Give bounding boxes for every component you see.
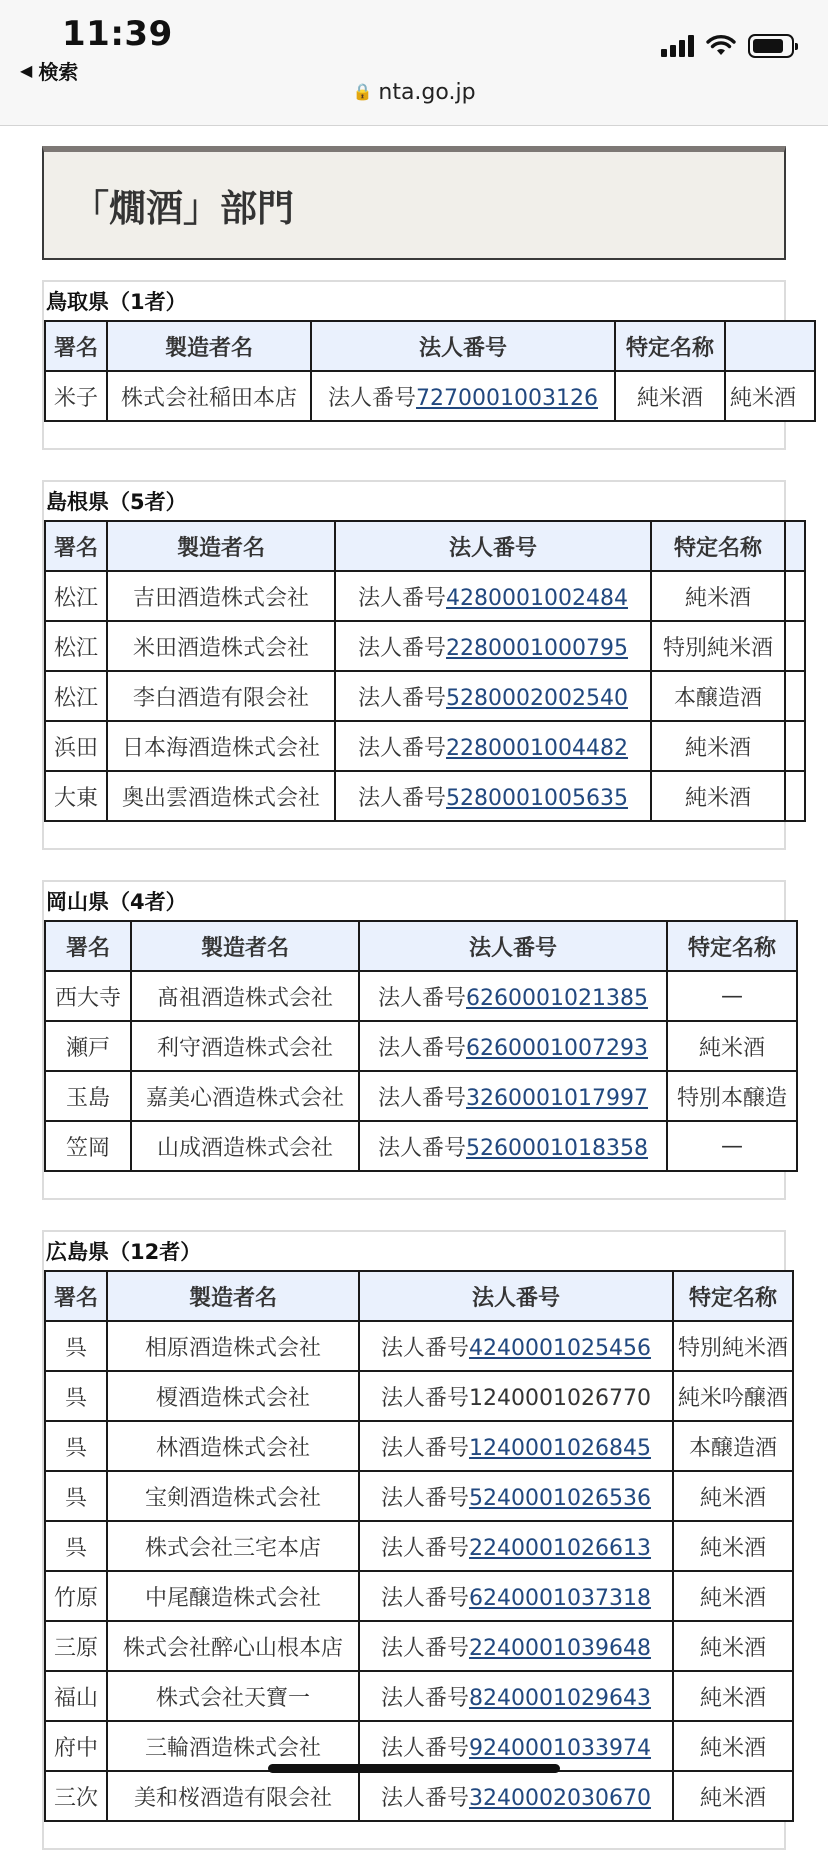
cell-spec-name: 純米酒 [673,1671,793,1721]
cell-spec-name: 本醸造酒 [651,671,785,721]
cell-maker: 三輪酒造株式会社 [107,1721,359,1771]
home-indicator [268,1764,560,1773]
address-bar[interactable] [0,80,828,105]
cell-maker: 吉田酒造株式会社 [107,571,335,621]
corp-number-link[interactable]: 3240002030670 [469,1785,651,1811]
cell-office: 米子 [45,371,107,421]
browser-status-bar [0,0,828,126]
cell-maker: 日本海酒造株式会社 [107,721,335,771]
cell-spec-name: 純米酒 [651,771,785,821]
cell-spec-name: 特別純米酒 [673,1321,793,1371]
section-title: 「燗酒」部門 [42,146,786,260]
table-row [45,571,805,621]
table-row [45,1071,797,1121]
table-row [45,671,805,721]
prefecture-blocks [42,280,797,1850]
cell-spec-name: 純米酒 [673,1571,793,1621]
cell-maker: 美和桜酒造有限会社 [107,1771,359,1821]
corp-number-prefix: 法人番号 [358,785,447,811]
table-row [45,1471,793,1521]
column-header-extra [785,521,805,571]
table-row [45,1121,797,1171]
corp-number-prefix: 法人番号 [381,1335,470,1361]
table-row [45,1571,793,1621]
table-row [45,1421,793,1471]
brewer-table [44,320,816,422]
wifi-icon [706,35,736,57]
corp-number-link[interactable]: 5280002002540 [446,685,628,711]
cell-office: 笠岡 [45,1121,131,1171]
column-header-maker: 製造者名 [107,321,311,371]
cell-spec-name: — [667,1121,797,1171]
table-row [45,1771,793,1821]
table-row [45,1021,797,1071]
cell-maker: 山成酒造株式会社 [131,1121,359,1171]
prefecture-block [42,1230,789,1850]
table-row [45,771,805,821]
column-header-corp-number: 法人番号 [359,921,667,971]
cell-corp-number [311,371,615,421]
prefecture-block [42,880,786,1200]
cell-extra: 純米酒 [725,371,815,421]
cell-extra [785,571,805,621]
cell-maker: 利守酒造株式会社 [131,1021,359,1071]
prefecture-heading: 岡山県（4者） [46,890,187,914]
cell-spec-name: 純米酒 [673,1621,793,1671]
column-header-spec-name: 特定名称 [673,1271,793,1321]
prefecture-heading: 島根県（5者） [46,490,187,514]
cell-extra [785,671,805,721]
cell-spec-name: 純米酒 [651,721,785,771]
table-header-row [45,521,805,571]
corp-number-prefix: 法人番号 [381,1685,470,1711]
column-header-office: 署名 [45,321,107,371]
corp-number-prefix: 法人番号 [378,1135,467,1161]
cell-maker: 榎酒造株式会社 [107,1371,359,1421]
cell-corp-number [335,571,651,621]
table-row [45,1321,793,1371]
cell-corp-number [359,1571,673,1621]
column-header-spec-name: 特定名称 [651,521,785,571]
cell-spec-name: 特別純米酒 [651,621,785,671]
table-header-row [45,321,815,371]
cell-office: 福山 [45,1671,107,1721]
corp-number-prefix: 法人番号 [358,635,447,661]
corp-number-text: 1240001026770 [469,1385,651,1411]
column-header-maker: 製造者名 [107,1271,359,1321]
column-header-spec-name: 特定名称 [667,921,797,971]
brewer-table [44,920,798,1172]
corp-number-prefix: 法人番号 [381,1585,470,1611]
back-triangle-icon: ◀ [20,61,33,80]
cellular-signal-icon [661,35,694,57]
cell-spec-name: 純米酒 [651,571,785,621]
cell-extra [785,771,805,821]
cell-corp-number [359,1771,673,1821]
cell-maker: 林酒造株式会社 [107,1421,359,1471]
cell-spec-name: 純米酒 [667,1021,797,1071]
url-text: nta.go.jp [378,80,476,105]
corp-number-link[interactable]: 5280001005635 [446,785,628,811]
cell-corp-number [335,771,651,821]
corp-number-prefix: 法人番号 [381,1735,470,1761]
cell-office: 大東 [45,771,107,821]
cell-corp-number [359,1421,673,1471]
corp-number-link[interactable]: 9240001033974 [469,1735,651,1761]
corp-number-prefix: 法人番号 [378,1085,467,1111]
cell-maker: 株式会社醉心山根本店 [107,1621,359,1671]
cell-office: 呉 [45,1521,107,1571]
page-content [42,146,797,1850]
cell-office: 府中 [45,1721,107,1771]
cell-corp-number [335,621,651,671]
cell-maker: 奥出雲酒造株式会社 [107,771,335,821]
cell-office: 呉 [45,1421,107,1471]
cell-maker: 株式会社稲田本店 [107,371,311,421]
cell-maker: 相原酒造株式会社 [107,1321,359,1371]
corp-number-prefix: 法人番号 [381,1785,470,1811]
corp-number-link[interactable]: 2280001000795 [446,635,628,661]
corp-number-prefix: 法人番号 [378,1035,467,1061]
corp-number-prefix: 法人番号 [358,685,447,711]
corp-number-link[interactable]: 5240001026536 [469,1485,651,1511]
cell-office: 呉 [45,1371,107,1421]
cell-office: 玉島 [45,1071,131,1121]
cell-spec-name: — [667,971,797,1021]
cell-spec-name: 純米酒 [673,1471,793,1521]
column-header-extra [725,321,815,371]
cell-corp-number [359,1021,667,1071]
cell-spec-name: 純米酒 [615,371,725,421]
corp-number-link[interactable]: 3260001017997 [466,1085,648,1111]
brewer-table [44,520,806,822]
column-header-office: 署名 [45,1271,107,1321]
cell-maker: 株式会社天寶一 [107,1671,359,1721]
corp-number-prefix: 法人番号 [381,1385,470,1411]
cell-spec-name: 本醸造酒 [673,1421,793,1471]
system-icons [661,34,794,58]
cell-spec-name: 純米酒 [673,1771,793,1821]
back-label: 検索 [38,60,79,84]
corp-number-link[interactable]: 2280001004482 [446,735,628,761]
cell-corp-number [359,1071,667,1121]
table-row [45,1521,793,1571]
cell-office: 竹原 [45,1571,107,1621]
cell-office: 松江 [45,671,107,721]
column-header-maker: 製造者名 [107,521,335,571]
column-header-office: 署名 [45,521,107,571]
cell-office: 松江 [45,571,107,621]
corp-number-link[interactable]: 7270001003126 [416,385,598,411]
corp-number-link[interactable]: 4240001025456 [469,1335,651,1361]
cell-corp-number [359,1621,673,1671]
cell-office: 呉 [45,1471,107,1521]
cell-maker: 嘉美心酒造株式会社 [131,1071,359,1121]
table-row [45,1671,793,1721]
corp-number-link[interactable]: 4280001002484 [446,585,628,611]
corp-number-prefix: 法人番号 [381,1535,470,1561]
cell-extra [785,721,805,771]
cell-office: 三原 [45,1621,107,1671]
cell-maker: 株式会社三宅本店 [107,1521,359,1571]
column-header-corp-number: 法人番号 [311,321,615,371]
corp-number-link[interactable]: 1240001026845 [469,1435,651,1461]
cell-office: 西大寺 [45,971,131,1021]
corp-number-link[interactable]: 6260001021385 [466,985,648,1011]
cell-spec-name: 純米吟醸酒 [673,1371,793,1421]
cell-corp-number [359,1321,673,1371]
cell-corp-number [335,671,651,721]
table-row [45,1621,793,1671]
cell-office: 三次 [45,1771,107,1821]
column-header-maker: 製造者名 [131,921,359,971]
corp-number-prefix: 法人番号 [381,1485,470,1511]
corp-number-link[interactable]: 6260001007293 [466,1035,648,1061]
cell-corp-number [359,1671,673,1721]
corp-number-prefix: 法人番号 [358,585,447,611]
column-header-spec-name: 特定名称 [615,321,725,371]
prefecture-block [42,280,797,450]
cell-office: 浜田 [45,721,107,771]
table-header-row [45,1271,793,1321]
cell-spec-name: 特別本醸造 [667,1071,797,1121]
table-row [45,621,805,671]
cell-corp-number [335,721,651,771]
cell-spec-name: 純米酒 [673,1521,793,1571]
lock-icon: 🔒 [352,82,373,101]
brewer-table [44,1270,794,1822]
column-header-office: 署名 [45,921,131,971]
cell-corp-number [359,1371,673,1421]
cell-office: 松江 [45,621,107,671]
corp-number-prefix: 法人番号 [358,735,447,761]
table-row [45,971,797,1021]
corp-number-prefix: 法人番号 [381,1435,470,1461]
cell-maker: 中尾醸造株式会社 [107,1571,359,1621]
cell-corp-number [359,1521,673,1571]
corp-number-link[interactable]: 6240001037318 [469,1585,651,1611]
cell-corp-number [359,1471,673,1521]
corp-number-link[interactable]: 2240001026613 [469,1535,651,1561]
cell-office: 瀬戸 [45,1021,131,1071]
cell-spec-name: 純米酒 [673,1721,793,1771]
prefecture-block [42,480,786,850]
table-row [45,721,805,771]
corp-number-prefix: 法人番号 [378,985,467,1011]
cell-maker: 髙祖酒造株式会社 [131,971,359,1021]
table-row [45,371,815,421]
corp-number-link[interactable]: 8240001029643 [469,1685,651,1711]
table-row [45,1371,793,1421]
table-header-row [45,921,797,971]
cell-office: 呉 [45,1321,107,1371]
column-header-corp-number: 法人番号 [359,1271,673,1321]
prefecture-heading: 広島県（12者） [46,1240,202,1264]
cell-maker: 米田酒造株式会社 [107,621,335,671]
status-time: 11:39 [62,14,173,54]
corp-number-link[interactable]: 2240001039648 [469,1635,651,1661]
corp-number-prefix: 法人番号 [328,385,417,411]
prefecture-heading: 鳥取県（1者） [46,290,187,314]
cell-corp-number [359,1121,667,1171]
cell-extra [785,621,805,671]
corp-number-prefix: 法人番号 [381,1635,470,1661]
cell-maker: 宝剣酒造株式会社 [107,1471,359,1521]
column-header-corp-number: 法人番号 [335,521,651,571]
corp-number-link[interactable]: 5260001018358 [466,1135,648,1161]
battery-icon [748,34,794,58]
cell-maker: 李白酒造有限会社 [107,671,335,721]
cell-corp-number [359,971,667,1021]
